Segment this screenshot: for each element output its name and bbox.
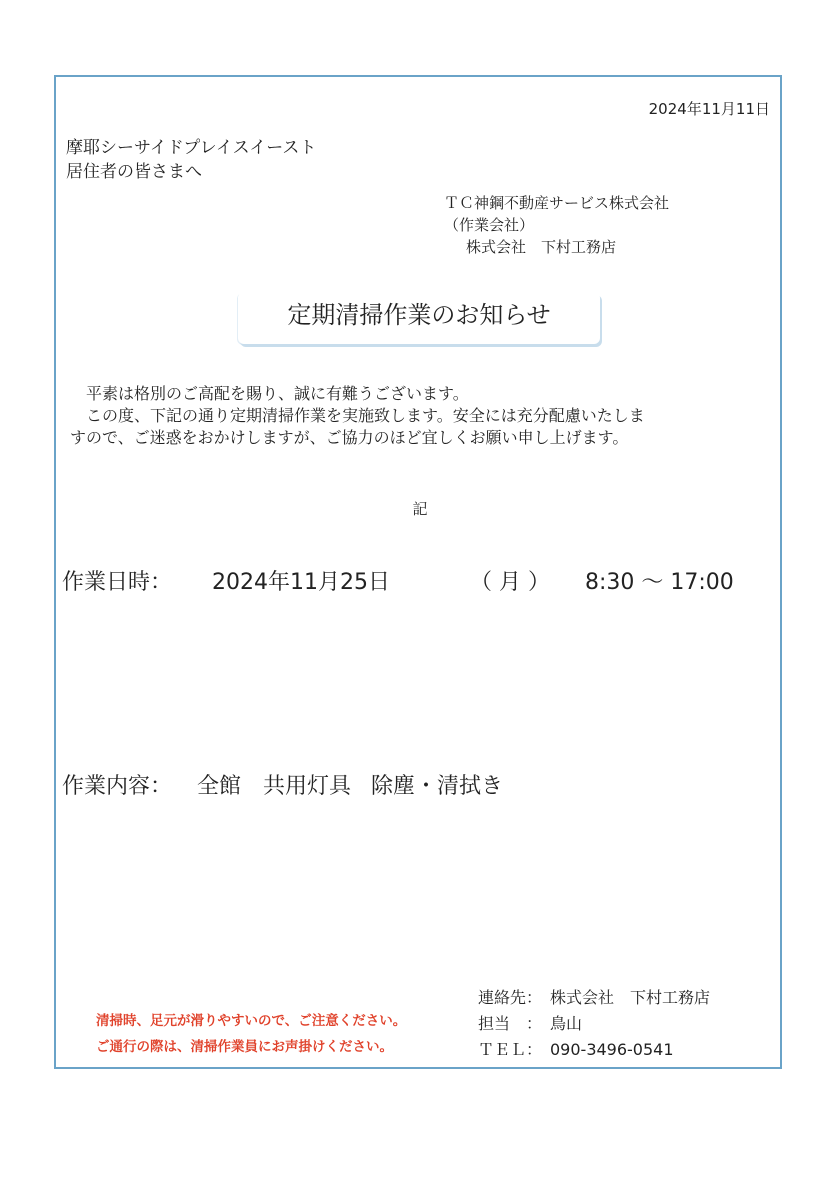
work-schedule <box>62 565 734 596</box>
greeting-line-2: この度、下記の通り定期清掃作業を実施致します。安全には充分配慮いたしま <box>86 406 645 425</box>
contact-label: 連絡先： <box>478 988 543 1007</box>
sender-contractor: 株式会社 下村工務店 <box>466 238 617 256</box>
tel-number: 090-3496-0541 <box>550 1040 674 1059</box>
sender-block <box>444 192 669 258</box>
sender-company: ＴＣ神鋼不動産サービス株式会社 <box>444 194 670 212</box>
person-label: 担当 ： <box>478 1014 543 1033</box>
contact-row <box>478 985 710 1011</box>
tel-label: ＴＥＬ： <box>478 1040 543 1059</box>
addressee <box>66 136 316 184</box>
contact-block <box>478 985 710 1063</box>
work-scope: 全館 <box>197 774 242 799</box>
work-content <box>62 769 503 800</box>
addressee-residents: 居住者の皆さまへ <box>66 162 202 182</box>
contact-company: 株式会社 下村工務店 <box>550 988 711 1007</box>
person-name: 鳥山 <box>550 1014 583 1033</box>
work-label: 作業内容： <box>62 774 173 799</box>
addressee-building: 摩耶シーサイドプレイスイースト <box>66 138 317 158</box>
greeting-line-1: 平素は格別のご高配を賜り、誠に有難うございます。 <box>86 384 469 403</box>
caution-notice <box>96 1008 406 1060</box>
tel-row <box>478 1037 710 1063</box>
issue-date: 2024年11月11日 <box>648 100 770 118</box>
page-title: 定期清掃作業のお知らせ <box>287 301 551 329</box>
caution-line-2: ご通行の際は、清掃作業員にお声掛けください。 <box>96 1039 393 1055</box>
caution-line-1: 清掃時、足元が滑りやすいので、ご注意ください。 <box>96 1013 407 1029</box>
greeting-line-3: すので、ご迷惑をおかけしますが、ご協力のほど宜しくお願い申し上げます。 <box>70 428 629 447</box>
ki-heading: 記 <box>412 500 428 518</box>
person-row <box>478 1011 710 1037</box>
schedule-weekday: （ 月 ） <box>470 570 550 595</box>
schedule-label: 作業日時： <box>62 570 173 595</box>
work-task: 除塵・清拭き <box>371 774 504 799</box>
schedule-date: 2024年11月25日 <box>212 570 390 595</box>
schedule-time: 8:30 ～ 17:00 <box>585 570 734 595</box>
sender-role: （作業会社） <box>444 216 535 234</box>
greeting-text <box>70 383 645 449</box>
work-target: 共用灯具 <box>263 774 352 799</box>
